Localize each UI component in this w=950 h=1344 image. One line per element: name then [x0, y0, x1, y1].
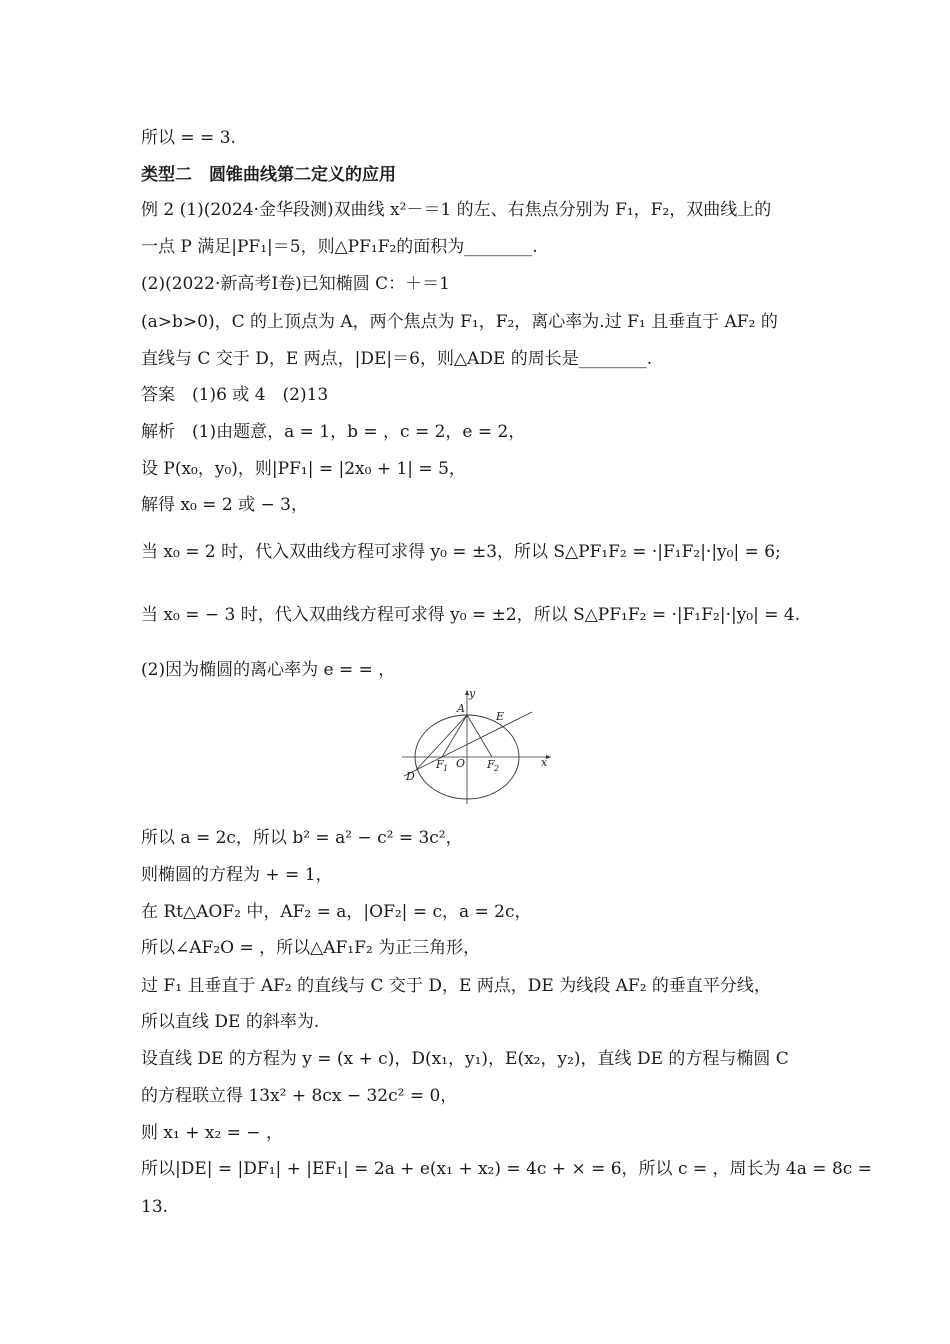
text-line: 则 x₁ + x₂ = − ，	[141, 1123, 283, 1143]
section-heading: 类型二 圆锥曲线第二定义的应用	[141, 165, 396, 185]
line-DE	[404, 712, 532, 776]
text-line: 当 x₀ = − 3 时，代入双曲线方程可求得 y₀ = ±2，所以 S△PF₁F₂ = ·|F₁F₂|·|y₀| = 4.	[141, 605, 801, 625]
label-D: D	[406, 770, 415, 783]
text-line: 所以 = = 3.	[141, 128, 236, 148]
text-line: 13.	[141, 1197, 169, 1217]
label-y: y	[469, 688, 476, 700]
answer-line: 答案 (1)6 或 4 (2)13	[141, 385, 329, 405]
text-line: 设直线 DE 的方程为 y = (x + c)，D(x₁，y₁)，E(x₂，y₂)，直线 DE 的方程与椭圆 C	[141, 1049, 789, 1069]
label-F1: F	[436, 758, 444, 771]
text-line: 在 Rt△AOF₂ 中，AF₂ = a，|OF₂| = c，a = 2c，	[141, 902, 532, 922]
text-line: 解得 x₀ = 2 或 − 3，	[141, 495, 308, 515]
ellipse-figure	[398, 688, 553, 806]
text-line: (2)(2022·新高考Ⅰ卷)已知椭圆 C：＋＝1	[141, 274, 450, 294]
text-line: 的方程联立得 13x² + 8cx − 32c² = 0，	[141, 1086, 458, 1106]
label-O: O	[456, 757, 466, 770]
ellipse-diagram	[398, 688, 553, 806]
segment-AF2	[467, 715, 492, 757]
text-line: 过 F₁ 且垂直于 AF₂ 的直线与 C 交于 D，E 两点，DE 为线段 AF₂ 的垂直平分线，	[141, 976, 771, 996]
label-E: E	[496, 710, 505, 723]
text-line: 则椭圆的方程为 + = 1，	[141, 865, 333, 885]
text-line: 所以∠AF₂O = ，所以△AF₁F₂ 为正三角形，	[141, 938, 481, 958]
example-line: 例 2 (1)(2024·金华段测)双曲线 x²－＝1 的左、右焦点分别为 F₁，F₂，双曲线上的	[141, 200, 772, 220]
text-line: 一点 P 满足|PF₁|＝5，则△PF₁F₂的面积为________.	[141, 237, 538, 257]
text-line: 设 P(x₀，y₀)，则|PF₁| = |2x₀ + 1| = 5，	[141, 459, 466, 479]
text-line: 所以 a = 2c，所以 b² = a² − c² = 3c²，	[141, 828, 463, 848]
label-x: x	[541, 756, 548, 769]
analysis-line: 解析 (1)由题意，a = 1，b = ，c = 2，e = 2，	[141, 422, 526, 442]
text-line: 当 x₀ = 2 时，代入双曲线方程可求得 y₀ = ±3，所以 S△PF₁F₂ = ·|F₁F₂|·|y₀| = 6;	[141, 542, 781, 562]
label-A: A	[457, 702, 465, 715]
text-line: (2)因为椭圆的离心率为 e = = ，	[141, 660, 396, 680]
label-F2: F	[487, 758, 495, 771]
text-line: 直线与 C 交于 D，E 两点，|DE|＝6，则△ADE 的周长是________.	[141, 349, 653, 369]
text-line: 所以直线 DE 的斜率为.	[141, 1012, 320, 1032]
label-F2-sub: 2	[494, 764, 500, 773]
text-line: 所以|DE| = |DF₁| + |EF₁| = 2a + e(x₁ + x₂) = 4c + × = 6，所以 c = ，周长为 4a = 8c =	[141, 1159, 872, 1179]
label-F1-sub: 1	[443, 764, 449, 773]
text-line: (a>b>0)，C 的上顶点为 A，两个焦点为 F₁，F₂，离心率为.过 F₁ 且垂直于 AF₂ 的	[141, 312, 778, 332]
